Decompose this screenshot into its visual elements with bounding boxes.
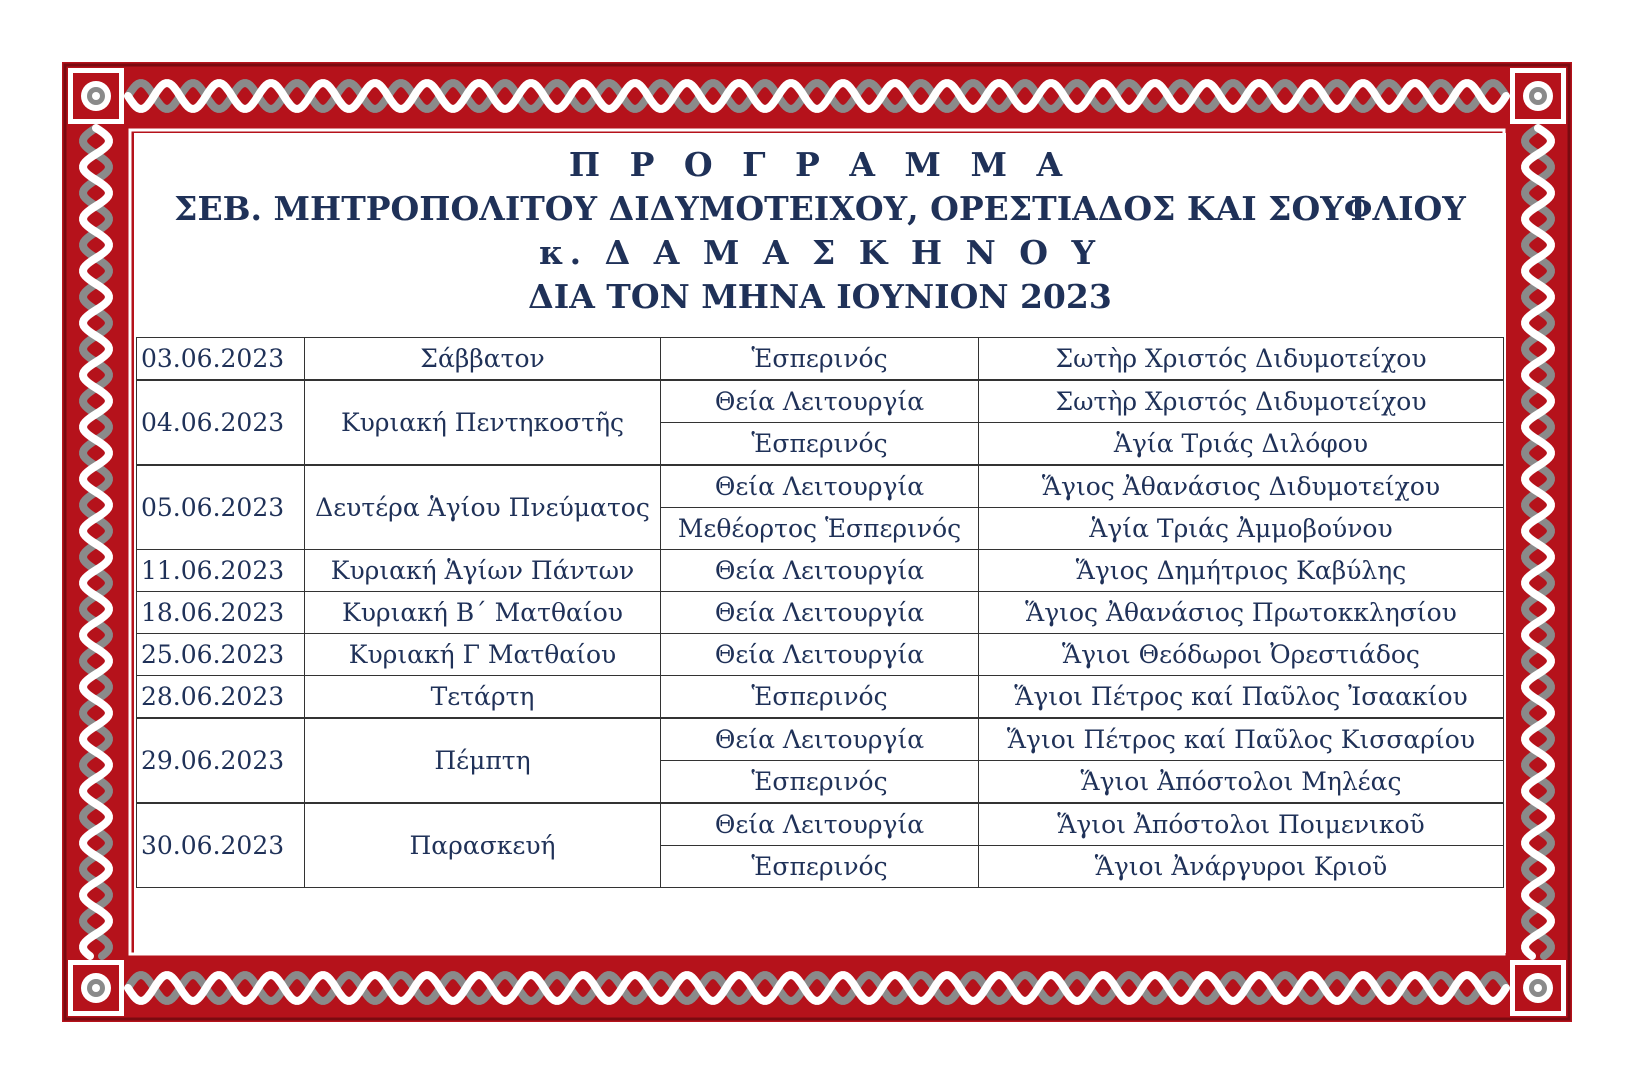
cell-date: 29.06.2023 xyxy=(137,718,305,803)
cell-service: Μεθέορτος Ἑσπερινός xyxy=(661,508,979,550)
schedule-table-body xyxy=(137,338,1504,888)
cell-place: Ἅγιοι Πέτρος καί Παῦλος Ἰσαακίου xyxy=(979,676,1504,719)
cell-service: Ἑσπερινός xyxy=(661,676,979,719)
table-row xyxy=(137,592,1504,634)
cell-day: Σάββατον xyxy=(305,338,661,381)
cell-place: Σωτὴρ Χριστός Διδυμοτείχου xyxy=(979,380,1504,423)
cell-day: Κυριακή Β΄ Ματθαίου xyxy=(305,592,661,634)
cell-date: 05.06.2023 xyxy=(137,465,305,550)
cell-service: Θεία Λειτουργία xyxy=(661,634,979,676)
cell-service: Θεία Λειτουργία xyxy=(661,803,979,846)
title-name: κ. Δ Α Μ Α Σ Κ Η Ν Ο Υ xyxy=(538,233,1102,272)
cell-service: Θεία Λειτουργία xyxy=(661,550,979,592)
cell-date: 03.06.2023 xyxy=(137,338,305,381)
title-metropolitan: ΣΕΒ. ΜΗΤΡΟΠΟΛΙΤΟΥ ΔΙΔΥΜΟΤΕΙΧΟΥ, ΟΡΕΣΤΙΑΔΟΣ ΚΑΙ ΣΟΥΦΛΙΟΥ xyxy=(174,189,1466,228)
cell-day: Κυριακή Γ Ματθαίου xyxy=(305,634,661,676)
cell-day: Δευτέρα Ἁγίου Πνεύματος xyxy=(305,465,661,550)
cell-service: Θεία Λειτουργία xyxy=(661,465,979,508)
cell-service: Ἑσπερινός xyxy=(661,761,979,804)
schedule-table xyxy=(136,337,1504,888)
cell-service: Θεία Λειτουργία xyxy=(661,592,979,634)
corner-ornament-top-left xyxy=(68,68,124,124)
cell-service: Ἑσπερινός xyxy=(661,423,979,466)
cell-place: Ἅγιοι Ἀνάργυροι Κριοῦ xyxy=(979,846,1504,888)
corner-ornament-bottom-right xyxy=(1510,960,1566,1016)
document-body xyxy=(134,133,1506,953)
cell-date: 04.06.2023 xyxy=(137,380,305,465)
cell-place: Ἁγία Τριάς Διλόφου xyxy=(979,423,1504,466)
table-row xyxy=(137,634,1504,676)
title-month: ΔΙΑ ΤΟΝ ΜΗΝΑ ΙΟΥΝΙΟΝ 2023 xyxy=(528,277,1112,316)
cell-place: Ἅγιος Δημήτριος Καβύλης xyxy=(979,550,1504,592)
cell-day: Κυριακή Ἁγίων Πάντων xyxy=(305,550,661,592)
title-block xyxy=(134,133,1506,319)
cell-day: Παρασκευή xyxy=(305,803,661,888)
cell-day: Τετάρτη xyxy=(305,676,661,719)
cell-service: Ἑσπερινός xyxy=(661,846,979,888)
cell-day: Κυριακή Πεντηκοστῆς xyxy=(305,380,661,465)
corner-ornament-top-right xyxy=(1510,68,1566,124)
cell-place: Ἅγιοι Πέτρος καί Παῦλος Κισσαρίου xyxy=(979,718,1504,761)
cell-place: Σωτὴρ Χριστός Διδυμοτείχου xyxy=(979,338,1504,381)
cell-place: Ἅγιοι Ἀπόστολοι Ποιμενικοῦ xyxy=(979,803,1504,846)
cell-date: 18.06.2023 xyxy=(137,592,305,634)
table-row xyxy=(137,338,1504,381)
table-row xyxy=(137,380,1504,423)
table-row xyxy=(137,718,1504,761)
cell-place: Ἅγιος Ἀθανάσιος Διδυμοτείχου xyxy=(979,465,1504,508)
cell-place: Ἁγία Τριάς Ἀμμοβούνου xyxy=(979,508,1504,550)
cell-place: Ἅγιος Ἀθανάσιος Πρωτοκκλησίου xyxy=(979,592,1504,634)
cell-day: Πέμπτη xyxy=(305,718,661,803)
cell-service: Θεία Λειτουργία xyxy=(661,380,979,423)
cell-date: 11.06.2023 xyxy=(137,550,305,592)
cell-place: Ἅγιοι Ἀπόστολοι Μηλέας xyxy=(979,761,1504,804)
cell-service: Θεία Λειτουργία xyxy=(661,718,979,761)
cell-date: 25.06.2023 xyxy=(137,634,305,676)
cell-date: 28.06.2023 xyxy=(137,676,305,719)
title-programma: Π Ρ Ο Γ Ρ Α Μ Μ Α xyxy=(568,145,1072,184)
table-row xyxy=(137,550,1504,592)
corner-ornament-bottom-left xyxy=(68,960,124,1016)
cell-service: Ἑσπερινός xyxy=(661,338,979,381)
table-row xyxy=(137,676,1504,719)
table-row xyxy=(137,803,1504,846)
table-row xyxy=(137,465,1504,508)
cell-date: 30.06.2023 xyxy=(137,803,305,888)
cell-place: Ἅγιοι Θεόδωροι Ὀρεστιάδος xyxy=(979,634,1504,676)
